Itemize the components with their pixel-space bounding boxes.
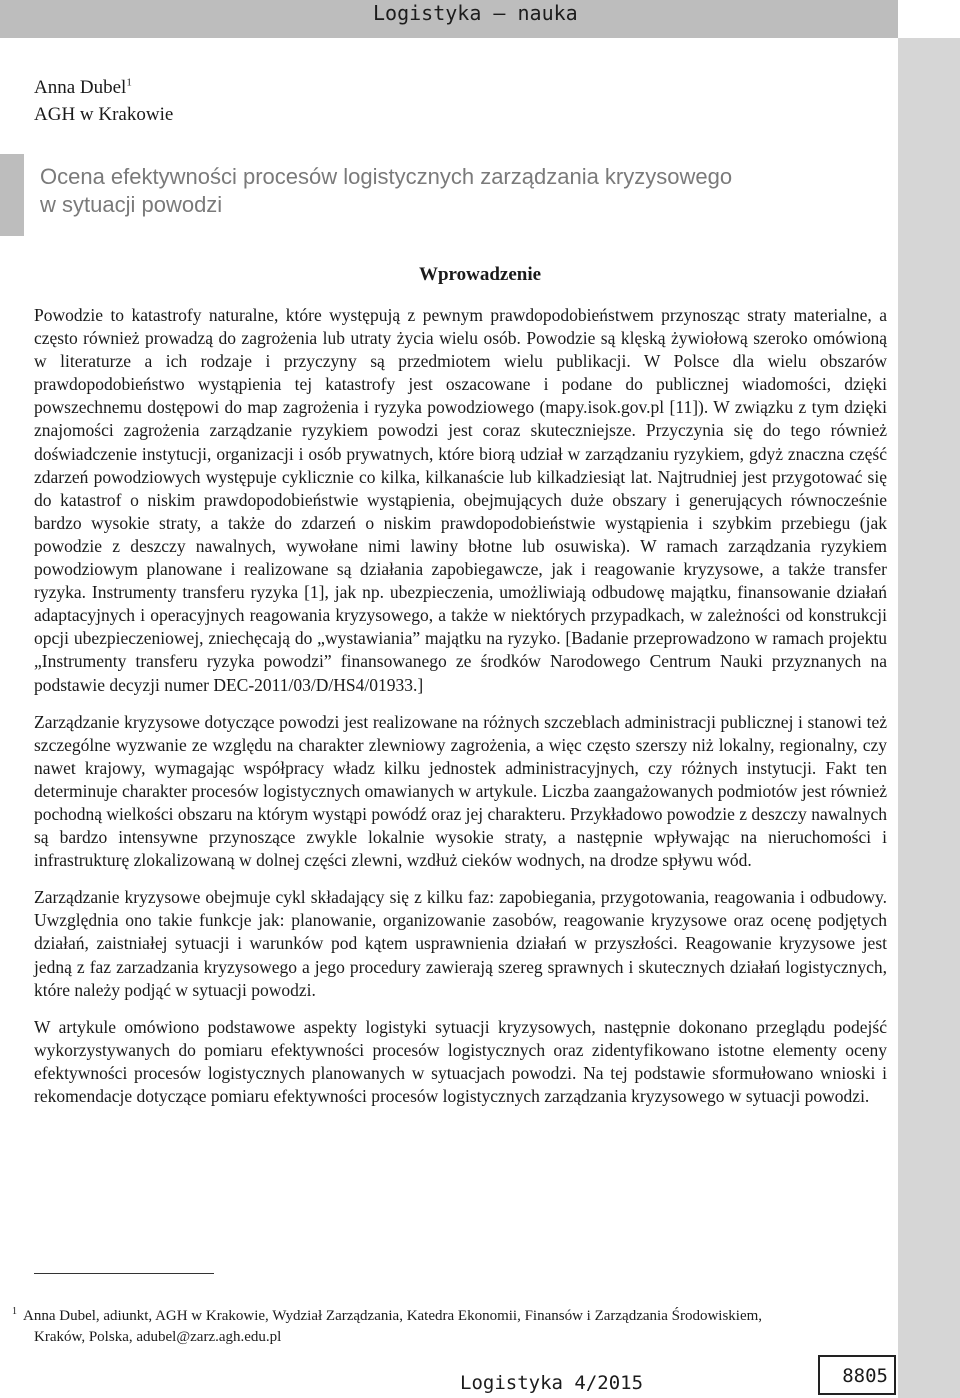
- paragraph-2: Zarządzanie kryzysowe dotyczące powodzi jest realizowane na różnych szczeblach administracji publicznej i stanowi też szczególne wyzwanie ze względu na charakter zlewniowy zagrożenia, a więc często szerszy niż lokalny, regionalny, czy nawet krajowy, wymagając współpracy władz kilku jednostek administracyjnych, czy różnych instytucji. Fakt ten determinuje charakter procesów logistycznych omawianych w artykule. Liczba zaangażowanych podmiotów jest również pochodną wielkości obszaru na którym wystąpi powódź oraz jej charakteru. Przykładowo powodzie z deszczy nawalnych są bardzo intensywne przynoszące zwykle lokalnie wysokie straty, a następnie wpływając na nieruchomości i infrastrukturę zlokalizowaną w dolnej części zlewni, wzdłuż cieków wodnych, na drodze spływu wód.: [34, 711, 887, 871]
- paragraph-4: W artykule omówiono podstawowe aspekty logistyki sytuacji kryzysowych, następnie dokonano przeglądu podejść wykorzystywanych do pomiaru efektywności procesów logistycznych oraz zidentyfikowano istotne elementy oceny efektywności procesów logistycznych planowanych w sytuacjach powodzi. Na tej podstawie sformułowano wnioski i rekomendacje dotyczące pomiaru efektywności procesów logistycznych zarządzania kryzysowego w sytuacji powodzi.: [34, 1016, 887, 1106]
- body-text: [34, 304, 887, 1122]
- section-heading: Wprowadzenie: [418, 264, 542, 285]
- footnote-separator: [34, 1273, 214, 1274]
- page-number: 8805: [818, 1355, 896, 1395]
- title-accent-bar: [0, 154, 24, 236]
- author-block: [34, 74, 173, 128]
- paper-title-line1: Ocena efektywności procesów logistycznych zarządzania kryzysowego: [40, 164, 733, 189]
- author-name-line: [34, 74, 173, 101]
- paragraph-1: Powodzie to katastrofy naturalne, które występują z pewnym prawdopodobieństwem przynosząc straty materialne, a często również prowadzą do zagrożenia lub utraty życia wielu osób. Powodzie są klęską żywiołową szeroko omówioną w literaturze a ich rodzaje i przyczyny są przedmiotem wielu publikacji. W Polsce dla wielu obszarów prawdopodobieństwo wystąpienia tej katastrofy jest oszacowane i podane do publicznej wiadomości, dzięki powszechnemu dostępowi do map zagrożenia i ryzyka powodziowego (mapy.isok.gov.pl [11]). W związku z tym dzięki znajomości zagrożenia zarządzanie ryzykiem powodzi jest coraz skuteczniejsze. Przyczynia się do tego również doświadczenie instytucji, organizacji i osób prywatnych, które biorą udział w zarządzaniu ryzykiem, gdyż znaczna część zdarzeń powodziowych występuje cyklicznie co kilka, kilkanaście lub kilkadziesiąt lat. Najtrudniej jest przygotować się do katastrof o niskim prawdopodobieństwie wystąpienia, obejmujących duże obszary i generujących równocześnie bardzo wysokie straty, a także do zdarzeń o niskim prawdopodobieństwie wystąpienia i szybkim przebiegu (jak powodzie z deszczy nawalnych, wywołane nimi lawiny błotne lub osuwiska). W ramach zarządzania ryzykiem powodziowym planowane i realizowane są działania zapobiegawcze, jak i reagowanie kryzysowe, a także transfer ryzyka. Instrumenty transferu ryzyka [1], jak np. ubezpieczenia, umożliwiają odbudowę majątku, finansowanie działań adaptacyjnych i operacyjnych reagowania kryzysowego, a także w niektórych przypadkach, w zależności od konstrukcji opcji ubezpieczeniowej, zniechęcają do „wystawiania” majątku na ryzyko. [Badanie przeprowadzono w ramach projektu „Instrumenty transferu ryzyka powodzi” finansowanego ze środków Narodowego Centrum Nauki przyznanych na podstawie decyzji numer DEC-2011/03/D/HS4/01933.]: [34, 305, 887, 695]
- author-name: Anna Dubel: [34, 77, 127, 98]
- footnote: [12, 1306, 892, 1348]
- journal-footer: Logistyka 4/2015: [460, 1372, 644, 1394]
- paragraph-3: Zarządzanie kryzysowe obejmuje cykl składający się z kilku faz: zapobiegania, przygotowania, reagowania i odbudowy. Uwzględnia ono takie funkcje jak: planowanie, organizowanie zasobów, reagowanie kryzysowe oraz ocenę podjętych działań, zaistniałej sytuacji i warunków pod kątem usprawnienia działań w przyszłości. Reagowanie kryzysowe jest jedną z faz zarzadzania kryzysowego a jego procedury zawierają szereg sprawnych i skutecznych działań logistycznych, które należy podjąć w sytuacji powodzi.: [34, 887, 887, 1000]
- author-affiliation: AGH w Krakowie: [34, 104, 174, 125]
- running-header-title: Logistyka – nauka: [373, 1, 578, 25]
- paper-title: [40, 163, 860, 219]
- footnote-line1: Anna Dubel, adiunkt, AGH w Krakowie, Wydział Zarządzania, Katedra Ekonomii, Finansów i Zarządzania Środowiskiem,: [23, 1308, 763, 1324]
- footnote-number: 1: [12, 1306, 17, 1317]
- footnote-line2: Kraków, Polska, adubel@zarz.agh.edu.pl: [34, 1329, 282, 1345]
- paper-title-line2: w sytuacji powodzi: [40, 192, 223, 217]
- right-margin-strip: [898, 38, 960, 1398]
- author-footnote-mark: 1: [126, 76, 132, 89]
